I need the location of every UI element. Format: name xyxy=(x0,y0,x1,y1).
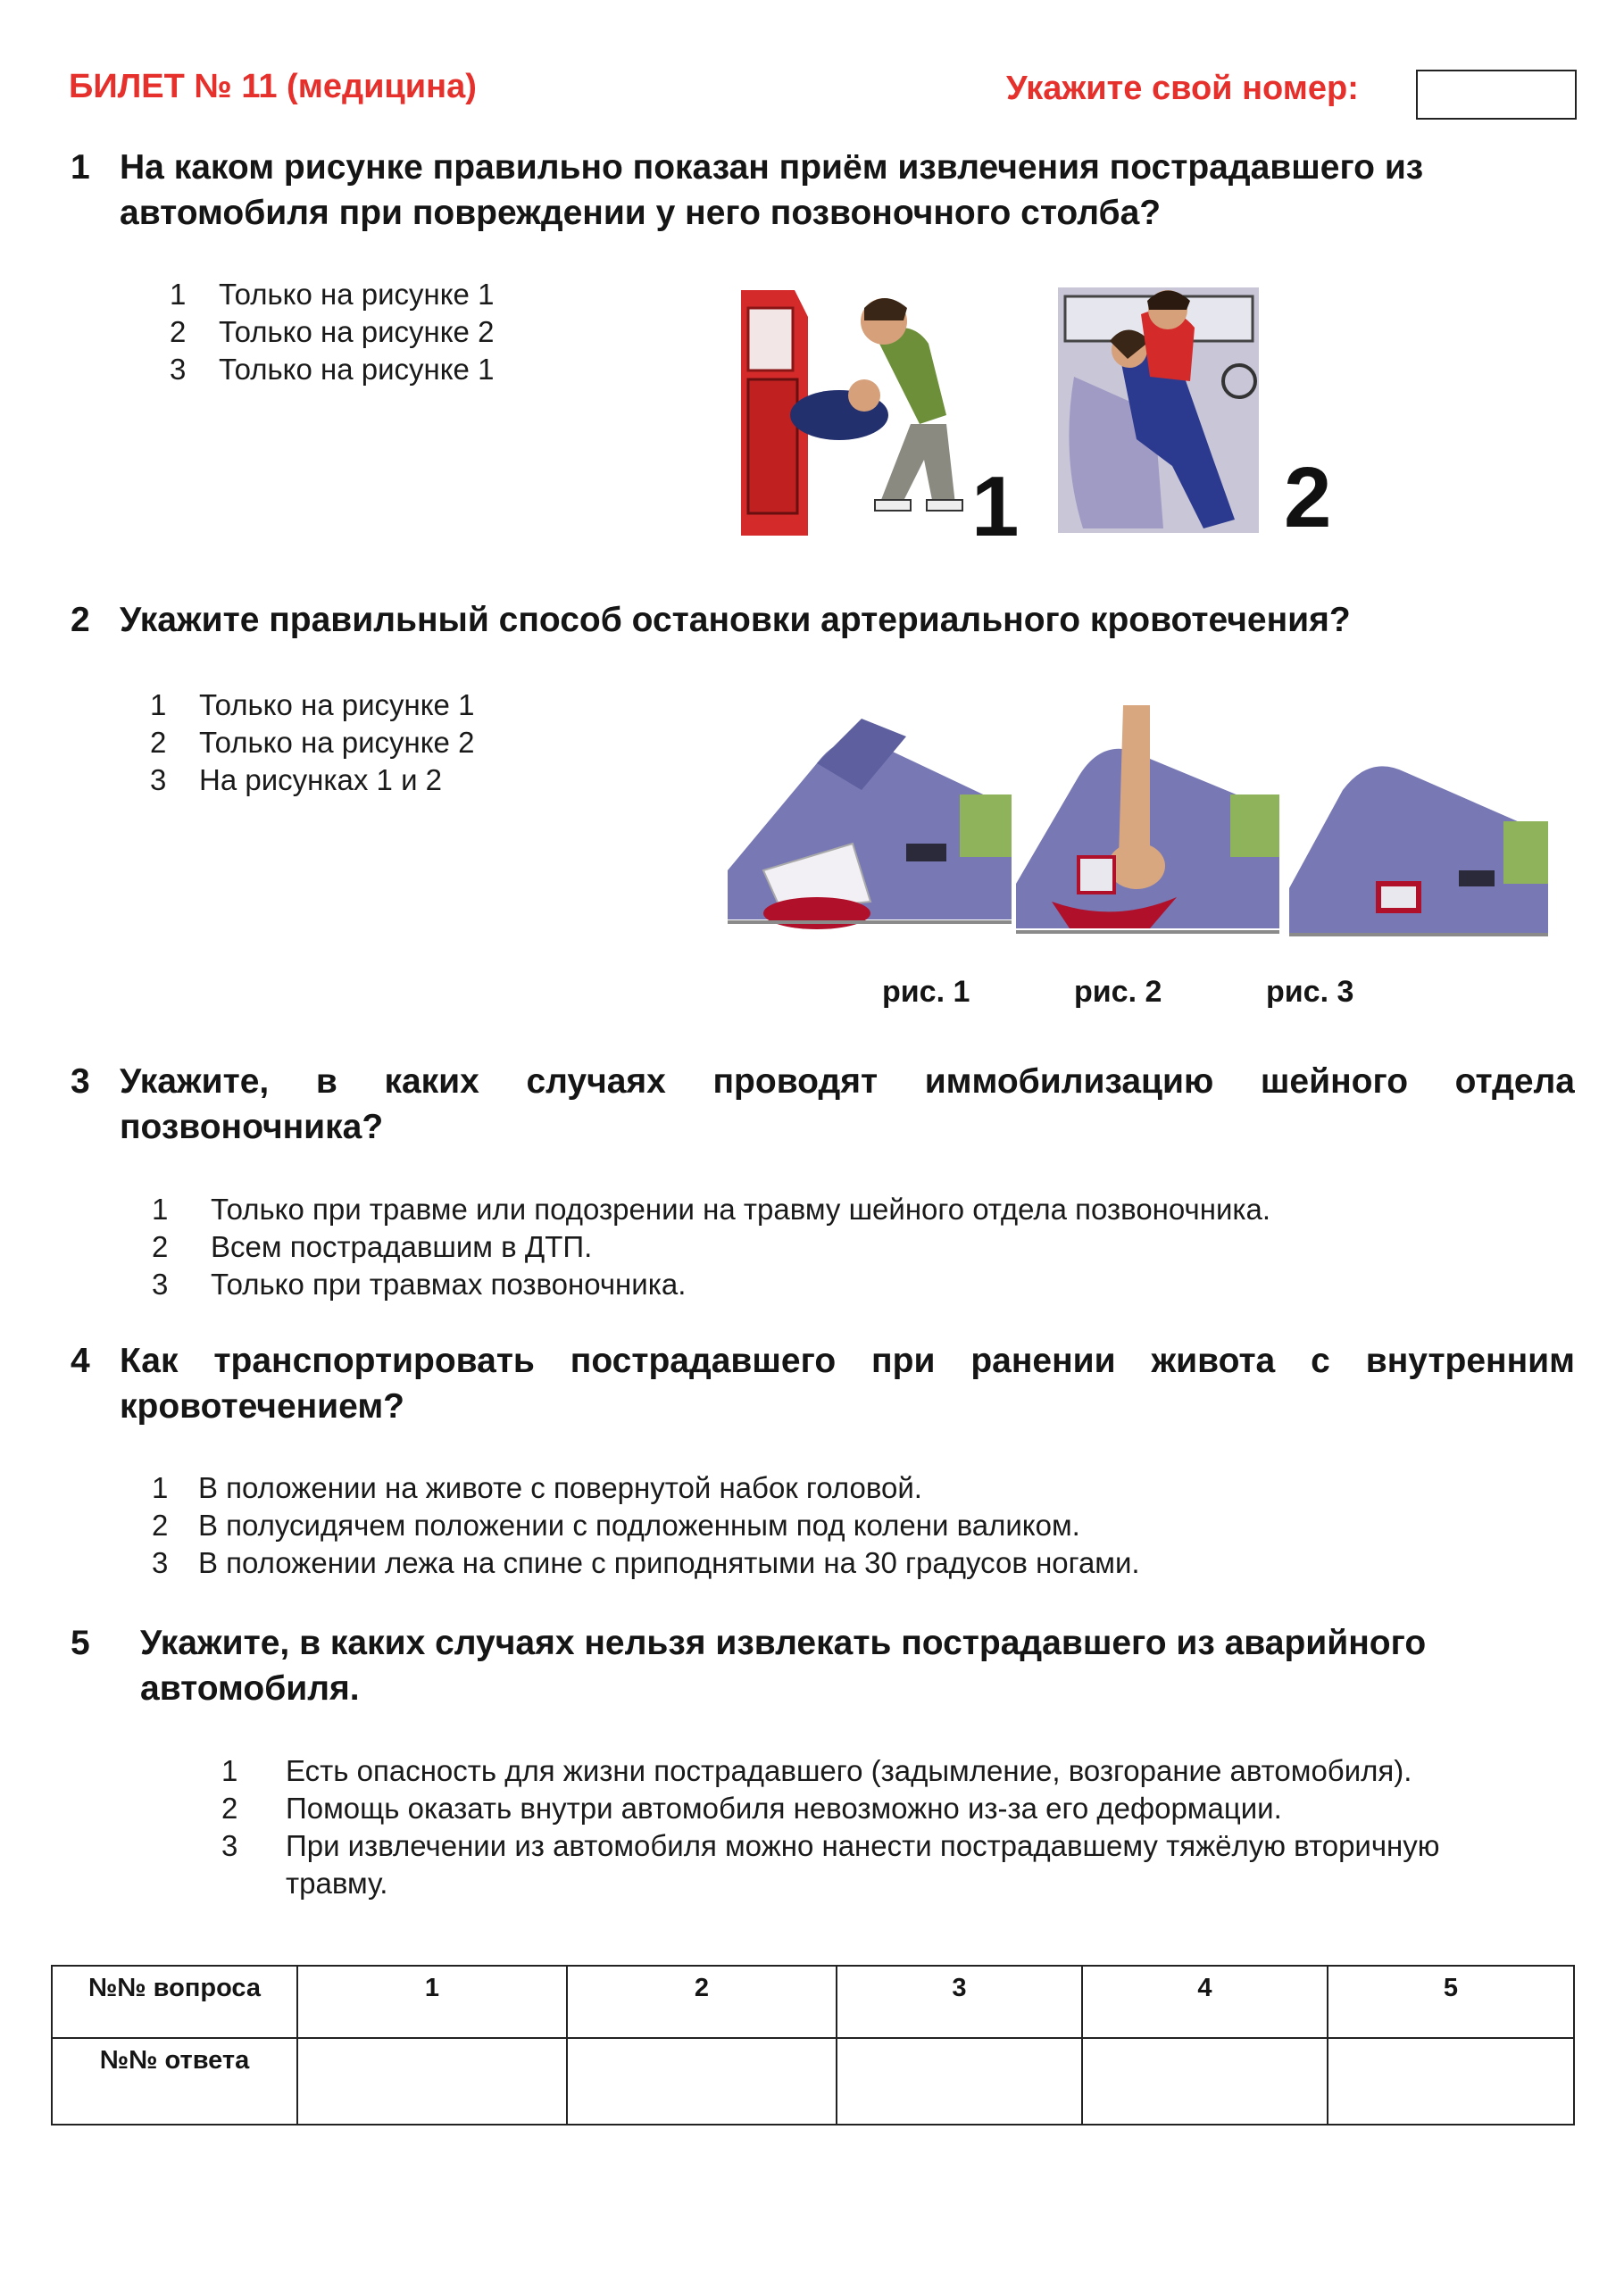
answer-cell-5[interactable] xyxy=(1328,2038,1574,2125)
answer-cell-2[interactable] xyxy=(567,2038,837,2125)
option-1: 1 В положении на животе с повернутой набок головой. xyxy=(152,1471,922,1504)
option-1: 1 Есть опасность для жизни пострадавшего (задымление, возгорание автомобиля). xyxy=(221,1754,1412,1787)
figure-bleeding-1 xyxy=(728,710,1012,942)
option-3: 3 При извлечении из автомобиля можно нанести пострадавшему тяжёлую вторичную xyxy=(221,1829,1440,1862)
number-prompt: Укажите свой номер: xyxy=(1006,70,1359,107)
option-2: 2 Всем пострадавшим в ДТП. xyxy=(152,1230,593,1263)
question-2 xyxy=(71,597,1575,644)
question-3 xyxy=(71,1059,1575,1152)
question-4 xyxy=(71,1338,1575,1431)
answer-cell-3[interactable] xyxy=(837,2038,1082,2125)
participant-number-input[interactable] xyxy=(1416,70,1577,120)
figure-label-1: 1 xyxy=(971,459,1020,542)
row-header-question-numbers: №№ вопроса xyxy=(52,1966,297,2038)
option-3: 3 В положении лежа на спине с приподнятыми на 30 градусов ногами. xyxy=(152,1546,1140,1579)
question-1 xyxy=(71,145,1575,237)
option-3: 3 Только на рисунке 1 xyxy=(170,353,495,386)
question-number: 1 xyxy=(71,148,90,187)
option-2: 2 Помощь оказать внутри автомобиля невозможно из-за его деформации. xyxy=(221,1792,1282,1825)
figure-caption-1: рис. 1 xyxy=(882,975,970,1009)
column-header-2: 2 xyxy=(567,1966,837,2038)
figure-caption-3: рис. 3 xyxy=(1266,975,1354,1009)
figure-bleeding-2 xyxy=(1016,705,1279,942)
figure-bleeding-3 xyxy=(1289,736,1548,944)
row-header-answer-numbers: №№ ответа xyxy=(52,2038,297,2125)
option-2: 2 Только на рисунке 2 xyxy=(150,726,475,759)
table-row-answers xyxy=(52,2038,1574,2125)
answer-table xyxy=(51,1965,1575,2125)
figure-label-2: 2 xyxy=(1284,450,1332,537)
table-row-questions xyxy=(52,1966,1574,2038)
question-text: На каком рисунке правильно показан приём извлечения пострадавшего из автомобиля при повреждении у него позвоночного столба? xyxy=(120,148,1424,232)
question-text-line-1: Укажите, в каких случаях проводят иммобилизацию шейного отдела xyxy=(120,1062,1575,1101)
question-text-line-1: Укажите, в каких случаях нельзя извлекать пострадавшего из аварийного xyxy=(140,1624,1427,1662)
option-2: 2 В полусидячем положении с подложенным под колени валиком. xyxy=(152,1509,1080,1542)
question-5 xyxy=(71,1620,1575,1713)
option-1: 1 Только на рисунке 1 xyxy=(170,278,495,311)
option-1: 1 Только при травме или подозрении на травму шейного отдела позвоночника. xyxy=(152,1193,1271,1226)
question-number: 4 xyxy=(71,1342,90,1380)
question-number: 2 xyxy=(71,601,90,639)
question-5-options xyxy=(221,1752,1578,1902)
ticket-title: БИЛЕТ № 11 (медицина) xyxy=(69,68,477,105)
question-number: 3 xyxy=(71,1062,90,1101)
question-text: Укажите правильный способ остановки артериального кровотечения? xyxy=(120,601,1351,639)
option-3: 3 На рисунках 1 и 2 xyxy=(150,763,443,796)
option-1: 1 Только на рисунке 1 xyxy=(150,688,475,721)
column-header-3: 3 xyxy=(837,1966,1082,2038)
question-2-options xyxy=(150,686,596,799)
answer-cell-1[interactable] xyxy=(297,2038,567,2125)
answer-cell-4[interactable] xyxy=(1082,2038,1328,2125)
column-header-1: 1 xyxy=(297,1966,567,2038)
column-header-4: 4 xyxy=(1082,1966,1328,2038)
question-text-line-2: позвоночника? xyxy=(120,1108,384,1146)
question-3-options xyxy=(152,1191,1491,1303)
option-3: 3 Только при травмах позвоночника. xyxy=(152,1268,687,1301)
question-number: 5 xyxy=(71,1624,90,1662)
question-4-options xyxy=(152,1469,1491,1582)
option-3-continued: травму. xyxy=(286,1867,388,1900)
figure-caption-2: рис. 2 xyxy=(1074,975,1162,1009)
figure-car-extraction-1 xyxy=(741,281,1045,542)
question-text-line-1: Как транспортировать пострадавшего при ранении живота с внутренним xyxy=(120,1342,1575,1380)
question-text-line-2: автомобиля. xyxy=(140,1669,360,1708)
column-header-5: 5 xyxy=(1328,1966,1574,2038)
figure-car-extraction-2 xyxy=(1056,279,1355,537)
question-1-options xyxy=(170,276,616,388)
option-2: 2 Только на рисунке 2 xyxy=(170,315,495,348)
question-text-line-2: кровотечением? xyxy=(120,1387,405,1426)
